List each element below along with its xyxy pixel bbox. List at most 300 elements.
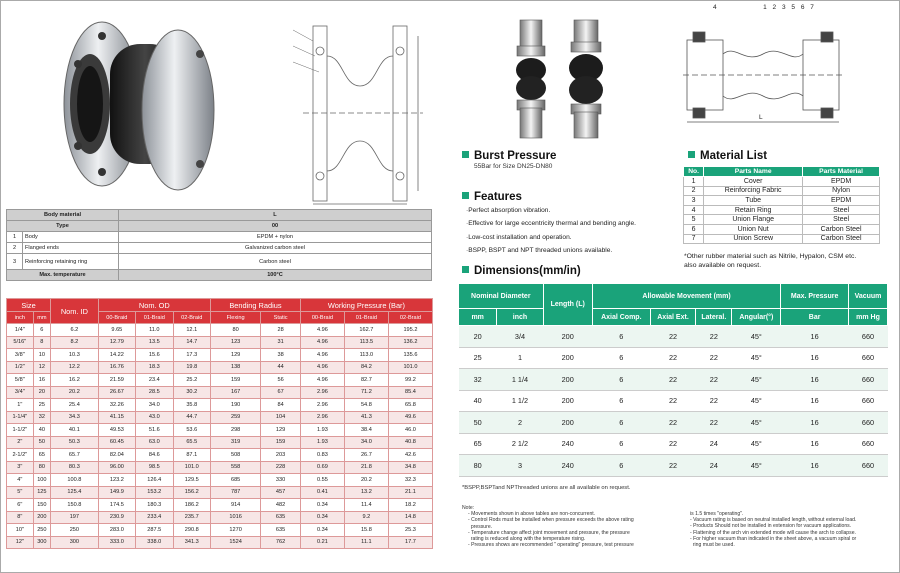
table-cell: 233.4: [136, 511, 173, 524]
table-cell: 19.8: [173, 361, 210, 374]
table-cell: 126.4: [136, 474, 173, 487]
table-cell: 8.2: [51, 336, 99, 349]
table-cell: 22: [650, 326, 695, 348]
table-cell: 26.67: [98, 386, 135, 399]
table-cell: 0.34: [300, 499, 344, 512]
table-cell: 186.2: [173, 499, 210, 512]
table-cell: 162.7: [344, 324, 388, 337]
table-cell: 22: [650, 455, 695, 477]
table-cell: 250: [33, 524, 50, 537]
table-row: [7, 336, 433, 349]
table-cell: 16: [781, 390, 849, 412]
table-cell: 38.4: [344, 424, 388, 437]
table-cell: 200: [543, 326, 592, 348]
table-cell: 660: [849, 433, 888, 455]
table-cell: 787: [210, 486, 260, 499]
table-cell: 82.04: [98, 449, 135, 462]
table-cell: 283.0: [98, 524, 135, 537]
flanged-joint-photo: [50, 14, 220, 204]
bending-radius-header: Bending Radius: [210, 299, 300, 312]
table-cell: 15.6: [136, 349, 173, 362]
table-cell: 159: [210, 374, 260, 387]
table-cell: 85.4: [388, 386, 432, 399]
table-cell: 1 1/2: [497, 390, 543, 412]
table-cell: 635: [261, 511, 301, 524]
table-cell: 101.0: [173, 461, 210, 474]
table-cell: 10": [7, 524, 34, 537]
table-cell: 45°: [732, 412, 781, 434]
table-cell: 4.96: [300, 336, 344, 349]
table-row: [7, 374, 433, 387]
nom-id-header: Nom. ID: [51, 299, 99, 324]
table-cell: 38: [261, 349, 301, 362]
table-cell: 1016: [210, 511, 260, 524]
table-cell: 113.0: [344, 349, 388, 362]
table-row: [7, 436, 433, 449]
table-cell: 3/8": [7, 349, 34, 362]
table-cell: 46.0: [388, 424, 432, 437]
dimensions-footnote: *BSPP,BSPTand NPThreaded unions are all available on request.: [462, 485, 631, 491]
table-cell: 84: [261, 399, 301, 412]
table-cell: 3": [7, 461, 34, 474]
table-cell: 0.21: [300, 536, 344, 549]
section-marker-icon: [688, 151, 695, 158]
table-cell: 18.3: [136, 361, 173, 374]
dimensions-title: Dimensions(mm/in): [474, 265, 581, 277]
table-row: [684, 186, 880, 196]
burst-pressure-sub: 55Bar for Size DN25-DN80: [474, 163, 553, 170]
table-cell: 49.53: [98, 424, 135, 437]
table-cell: 22: [650, 369, 695, 391]
table-cell: 43.0: [136, 411, 173, 424]
table-cell: 5/16": [7, 336, 34, 349]
table-row: [459, 390, 888, 412]
table-cell: 22: [650, 390, 695, 412]
table-cell: 156.2: [173, 486, 210, 499]
table-cell: 195.2: [388, 324, 432, 337]
table-cell: 3/4": [7, 386, 34, 399]
table-cell: 333.0: [98, 536, 135, 549]
table-cell: 1270: [210, 524, 260, 537]
table-cell: 235.7: [173, 511, 210, 524]
table-cell: 28: [261, 324, 301, 337]
table-cell: 10: [33, 349, 50, 362]
table-cell: 4.96: [300, 349, 344, 362]
table-row: [7, 536, 433, 549]
table-row: [7, 511, 433, 524]
table-cell: 84.6: [136, 449, 173, 462]
table-cell: 300: [51, 536, 99, 549]
table-cell: Union Nut: [704, 224, 803, 234]
table-row: [7, 461, 433, 474]
table-cell: 34.0: [344, 436, 388, 449]
table-cell: 34.8: [388, 461, 432, 474]
table-cell: 22: [650, 433, 695, 455]
table-cell: 35.8: [173, 399, 210, 412]
table-cell: 660: [849, 347, 888, 369]
table-cell: 290.8: [173, 524, 210, 537]
table-cell: 200: [543, 390, 592, 412]
table-cell: Union Screw: [704, 234, 803, 244]
table-cell: 1.93: [300, 436, 344, 449]
table-row: [459, 369, 888, 391]
table-cell: 259: [210, 411, 260, 424]
features-title: Features: [474, 191, 522, 203]
table-cell: 56: [261, 374, 301, 387]
notes-left: Note: - Movements shown in above tables are non-concurrent. - Control Rods must be installed when pressure exceeds the above rating pressure. - Temperature change affect joint movement and pressure, the pressure rating is reduced along with the temperature rising. - Pressures shows are recommended " operating" pressure, test pressure: [462, 505, 634, 549]
table-cell: 123: [210, 336, 260, 349]
table-row: [684, 215, 880, 225]
table-cell: 22: [696, 390, 732, 412]
union-joint-section-drawing: [683, 4, 843, 134]
feature-item: ·Low-cost installation and operation.: [466, 233, 572, 241]
table-cell: 660: [849, 369, 888, 391]
table-cell: 660: [849, 455, 888, 477]
table-cell: 6: [592, 347, 650, 369]
body-material-header: Body material: [7, 210, 119, 221]
notes-right: is 1.5 times "operating". - Vacuum rating is based on neutral installed length, without external load. - Products Should not be installed in extension for vacuum applications. - Flattening of the arch vin extended mode will cause the arch to collapse. - For higher vacuum than indicated in the sheet above, a vacuum spiral or ring must be used.: [690, 511, 857, 549]
table-cell: 338.0: [136, 536, 173, 549]
table-cell: 0.34: [300, 524, 344, 537]
table-cell: 16.76: [98, 361, 135, 374]
table-cell: 65: [459, 433, 497, 455]
table-cell: 149.9: [98, 486, 135, 499]
table-cell: 190: [210, 399, 260, 412]
table-row: [684, 224, 880, 234]
table-cell: 40.8: [388, 436, 432, 449]
table-cell: 2.96: [300, 386, 344, 399]
table-cell: 482: [261, 499, 301, 512]
table-cell: 16: [781, 326, 849, 348]
table-cell: 30.2: [173, 386, 210, 399]
table-cell: 49.6: [388, 411, 432, 424]
table-cell: 1/2": [7, 361, 34, 374]
table-cell: 635: [261, 524, 301, 537]
table-cell: 136.2: [388, 336, 432, 349]
table-cell: 298: [210, 424, 260, 437]
table-cell: 4.96: [300, 324, 344, 337]
table-cell: 6.2: [51, 324, 99, 337]
table-cell: 2-1/2": [7, 449, 34, 462]
table-cell: 6: [592, 455, 650, 477]
table-cell: 24: [696, 455, 732, 477]
table-cell: 16: [781, 347, 849, 369]
table-cell: Nylon: [803, 186, 880, 196]
table-cell: 17.3: [173, 349, 210, 362]
table-cell: 20: [33, 386, 50, 399]
table-cell: 6: [684, 224, 704, 234]
table-cell: 45°: [732, 433, 781, 455]
table-cell: 1.93: [300, 424, 344, 437]
table-cell: 287.5: [136, 524, 173, 537]
table-row: [7, 361, 433, 374]
table-cell: 22: [696, 326, 732, 348]
table-cell: 16: [781, 455, 849, 477]
table-cell: 2 1/2: [497, 433, 543, 455]
table-cell: 6: [33, 324, 50, 337]
table-cell: 4.96: [300, 361, 344, 374]
table-cell: 180.3: [136, 499, 173, 512]
table-cell: 341.3: [173, 536, 210, 549]
table-cell: 22: [696, 369, 732, 391]
table-row: 1 Body EPDM + nylon: [7, 232, 432, 243]
table-cell: 3: [684, 196, 704, 206]
table-cell: 65: [33, 449, 50, 462]
table-cell: 0.34: [300, 511, 344, 524]
table-cell: 197: [51, 511, 99, 524]
table-cell: 25.3: [388, 524, 432, 537]
table-row: [7, 411, 433, 424]
table-cell: 129: [210, 349, 260, 362]
table-cell: 7: [684, 234, 704, 244]
table-cell: 22: [650, 412, 695, 434]
table-row: [459, 347, 888, 369]
table-cell: 167: [210, 386, 260, 399]
table-cell: 87.1: [173, 449, 210, 462]
table-cell: 0.41: [300, 486, 344, 499]
table-cell: 16: [33, 374, 50, 387]
table-cell: 12.2: [51, 361, 99, 374]
table-cell: 153.2: [136, 486, 173, 499]
table-cell: 12": [7, 536, 34, 549]
material-list-table: No. Parts Name Parts Material 1 Cover EPDM 2 Reinforcing Fabric Nylon 3 Tube EPDM 4 Retain Ring Steel 5 Union Flange Steel 6 Union Nut Carbon Steel 7 Union Screw Carbon Steel: [683, 166, 880, 244]
table-cell: 1 1/4: [497, 369, 543, 391]
table-cell: 44: [261, 361, 301, 374]
body-material-table: Body material L Type 00 1 Body EPDM + nylon 2 Flanged ends Galvanized carbon steel 3 Reinforcing retaining ring Carbon steel Max. temperature 100°C: [6, 209, 432, 281]
table-cell: 0.55: [300, 474, 344, 487]
table-cell: 1524: [210, 536, 260, 549]
dimensions-table: Nominal Diameter Length (L) Allowable Movement (mm) Max. Pressure Vacuum mm inch Axial Comp. Axial Ext. Lateral. Angular(°) Bar mm Hg 20 3/4 200 6 22 22 45° 16 660 25 1 200 6 22 22 45° 16 660 32 1 1/4 200 6 22 22 45° 16 660 40 1 1/2 200 6 22 22 45° 16 660 50 2 200 6 22 22 45° 16 660 65 2 1/2 240 6 22 24 45° 16 660 80 3 240 6 22 24 45° 16 660: [458, 283, 888, 477]
flanged-joint-section-drawing: [283, 16, 448, 208]
material-note: *Other rubber material such as Nitrile, Hypalon, CSM etc. also available on request.: [684, 253, 857, 269]
table-cell: 228: [261, 461, 301, 474]
table-cell: 2: [497, 412, 543, 434]
table-row: [7, 474, 433, 487]
table-cell: 914: [210, 499, 260, 512]
table-cell: 53.6: [173, 424, 210, 437]
table-cell: 104: [261, 411, 301, 424]
table-row: 2 Flanged ends Galvanized carbon steel: [7, 243, 432, 254]
table-cell: 200: [33, 511, 50, 524]
table-cell: 44.7: [173, 411, 210, 424]
table-cell: 4: [684, 205, 704, 215]
table-cell: 28.5: [136, 386, 173, 399]
table-cell: 2": [7, 436, 34, 449]
table-cell: 16: [781, 412, 849, 434]
table-cell: 100: [33, 474, 50, 487]
table-cell: Tube: [704, 196, 803, 206]
table-cell: 2.96: [300, 411, 344, 424]
table-cell: 762: [261, 536, 301, 549]
table-cell: 32.3: [388, 474, 432, 487]
nom-od-header: Nom. OD: [98, 299, 210, 312]
table-cell: 45°: [732, 369, 781, 391]
table-cell: 65.7: [51, 449, 99, 462]
table-cell: 13.5: [136, 336, 173, 349]
section-marker-icon: [462, 192, 469, 199]
table-cell: 54.8: [344, 399, 388, 412]
table-row: [7, 486, 433, 499]
table-cell: 32: [33, 411, 50, 424]
table-cell: 150.8: [51, 499, 99, 512]
table-row: [7, 349, 433, 362]
table-cell: 1": [7, 399, 34, 412]
table-cell: 250: [51, 524, 99, 537]
table-row: [7, 449, 433, 462]
table-cell: Reinforcing Fabric: [704, 186, 803, 196]
table-cell: 45°: [732, 455, 781, 477]
table-cell: 1: [684, 177, 704, 187]
table-cell: 5/8": [7, 374, 34, 387]
table-cell: Cover: [704, 177, 803, 187]
table-cell: 9.65: [98, 324, 135, 337]
table-cell: 100.8: [51, 474, 99, 487]
table-cell: 123.2: [98, 474, 135, 487]
table-cell: 22: [696, 347, 732, 369]
table-cell: 40.1: [51, 424, 99, 437]
burst-pressure-section: [462, 150, 556, 170]
table-cell: 10.3: [51, 349, 99, 362]
table-cell: 200: [543, 347, 592, 369]
table-cell: 23.4: [136, 374, 173, 387]
table-cell: 330: [261, 474, 301, 487]
part-number-labels: 4 1 2 3 5 6 7: [713, 4, 814, 11]
working-pressure-header: Working Pressure (Bar): [300, 299, 432, 312]
table-cell: 20: [459, 326, 497, 348]
table-cell: 12: [33, 361, 50, 374]
table-cell: 3: [497, 455, 543, 477]
table-cell: 11.4: [344, 499, 388, 512]
table-cell: 6: [592, 433, 650, 455]
table-cell: 0.83: [300, 449, 344, 462]
table-cell: 22: [650, 347, 695, 369]
table-cell: 135.6: [388, 349, 432, 362]
table-cell: 1-1/2": [7, 424, 34, 437]
table-cell: 240: [543, 433, 592, 455]
table-cell: 6": [7, 499, 34, 512]
table-cell: 200: [543, 412, 592, 434]
table-cell: 24: [696, 433, 732, 455]
table-cell: 32.26: [98, 399, 135, 412]
table-cell: 138: [210, 361, 260, 374]
table-cell: 12.1: [173, 324, 210, 337]
table-cell: 12.79: [98, 336, 135, 349]
table-cell: 25.4: [51, 399, 99, 412]
table-cell: 20.2: [344, 474, 388, 487]
feature-item: ·BSPP, BSPT and NPT threaded unions available.: [466, 246, 613, 254]
table-row: [684, 234, 880, 244]
table-cell: 4.96: [300, 374, 344, 387]
table-cell: 84.2: [344, 361, 388, 374]
table-cell: 25: [33, 399, 50, 412]
table-cell: 42.6: [388, 449, 432, 462]
table-row: [459, 326, 888, 348]
feature-item: ·Perfect absorption vibration.: [466, 207, 551, 214]
table-cell: 125: [33, 486, 50, 499]
table-cell: 50: [459, 412, 497, 434]
table-cell: 240: [543, 455, 592, 477]
length-label: L: [759, 114, 763, 121]
table-cell: 98.5: [136, 461, 173, 474]
section-marker-icon: [462, 266, 469, 273]
table-cell: 26.7: [344, 449, 388, 462]
table-cell: 9.2: [344, 511, 388, 524]
size-table-body: [7, 324, 433, 549]
table-cell: 5": [7, 486, 34, 499]
table-cell: 80: [459, 455, 497, 477]
table-row: [7, 386, 433, 399]
table-cell: Carbon Steel: [803, 234, 880, 244]
table-cell: 82.7: [344, 374, 388, 387]
feature-item: ·Effective for large eccentricity thermal and bending angle.: [466, 220, 636, 228]
table-row: [459, 412, 888, 434]
material-list-title-wrap: [688, 150, 767, 162]
table-cell: 21.8: [344, 461, 388, 474]
table-cell: 174.5: [98, 499, 135, 512]
table-cell: 31: [261, 336, 301, 349]
table-cell: Retain Ring: [704, 205, 803, 215]
table-cell: 319: [210, 436, 260, 449]
table-cell: 8": [7, 511, 34, 524]
size-table: Size Nom. ID Nom. OD Bending Radius Working Pressure (Bar) inch mm 00-Braid 01-Braid 02-Braid Flexing Static 00-Braid 01-Braid 02-Braid 1/4" 6 6.2 9.65 11.0 12.1 80 28 4.96 162.7 195.2 5/16" 8 8.2 12.79 13.5 14.7 123 31 4.96 113.5 136.2 3/8" 10 10.3 14.22 15.6 17.3 129 38 4.96 113.0 135.6 1/2" 12 12.2 16.76 18.3 19.8 138 44 4.96 84.2 101.0 5/8" 16 16.2 21.59 23.4 25.2 159 56 4.96 82.7 99.2 3/4" 20 20.2 26.67 28.5 30.2 167 67 2.96 71.2 85.4 1" 25 25.4 32.26 34.0 35.8 190 84 2.96 54.8 65.8 1-1/4" 32 34.3 41.15 43.0 44.7 259 104 2.96 41.3 49.6 1-1/2" 40 40.1 49.53 51.6 53.6 298 129 1.93 38.4 46.0 2" 50 50.3 60.45 63.0 65.5 319 159 1.93 34.0 40.8 2-1/2" 65 65.7 82.04 84.6 87.1 508 203 0.83 26.7 42.6 3" 80 80.3 96.00 98.5 101.0 558 228 0.69 21.8 34.8 4" 100 100.8 123.2 126.4 129.5 685 330 0.55 20.2 32.3 5" 125 125.4 149.9 153.2 156.2 787 457 0.41 13.2 21.1 6" 150 150.8 174.5 180.3 186.2 914 482 0.34 11.4 18.2 8" 200 197 230.9 233.4 235.7 1016 635 0.34 9.2 14.8 10" 250 250 283.0 287.5 290.8 1270 635 0.34 15.8 25.3 12" 300 300 333.0 338.0 341.3 1524 762 0.21 11.1 17.7: [6, 298, 433, 549]
dimensions-title-wrap: [462, 265, 581, 277]
table-cell: Steel: [803, 215, 880, 225]
table-row: [684, 205, 880, 215]
table-row: [684, 177, 880, 187]
material-list-title: Material List: [700, 150, 768, 162]
table-cell: 129: [261, 424, 301, 437]
table-cell: 6: [592, 412, 650, 434]
table-cell: 25: [459, 347, 497, 369]
table-cell: 22: [696, 412, 732, 434]
table-row: [7, 399, 433, 412]
table-cell: 60.45: [98, 436, 135, 449]
table-cell: 80: [210, 324, 260, 337]
table-cell: 41.3: [344, 411, 388, 424]
section-marker-icon: [462, 151, 469, 158]
table-cell: 71.2: [344, 386, 388, 399]
table-cell: 40: [459, 390, 497, 412]
table-cell: 558: [210, 461, 260, 474]
table-cell: 65.8: [388, 399, 432, 412]
table-cell: 6: [592, 369, 650, 391]
table-cell: 129.5: [173, 474, 210, 487]
table-cell: 17.7: [388, 536, 432, 549]
table-row: [7, 324, 433, 337]
table-cell: 203: [261, 449, 301, 462]
table-cell: Carbon Steel: [803, 224, 880, 234]
table-cell: 32: [459, 369, 497, 391]
table-cell: 660: [849, 390, 888, 412]
table-cell: 20.2: [51, 386, 99, 399]
table-cell: 5: [684, 215, 704, 225]
table-cell: 99.2: [388, 374, 432, 387]
burst-pressure-title: Burst Pressure: [474, 150, 557, 162]
table-row: [7, 424, 433, 437]
table-cell: 14.22: [98, 349, 135, 362]
table-cell: 45°: [732, 326, 781, 348]
table-cell: 18.2: [388, 499, 432, 512]
table-cell: 1-1/4": [7, 411, 34, 424]
table-cell: 45°: [732, 347, 781, 369]
table-cell: 6: [592, 326, 650, 348]
table-cell: 113.5: [344, 336, 388, 349]
table-cell: 16: [781, 433, 849, 455]
table-row: [459, 455, 888, 477]
table-cell: 0.69: [300, 461, 344, 474]
table-cell: 1: [497, 347, 543, 369]
table-cell: 15.8: [344, 524, 388, 537]
